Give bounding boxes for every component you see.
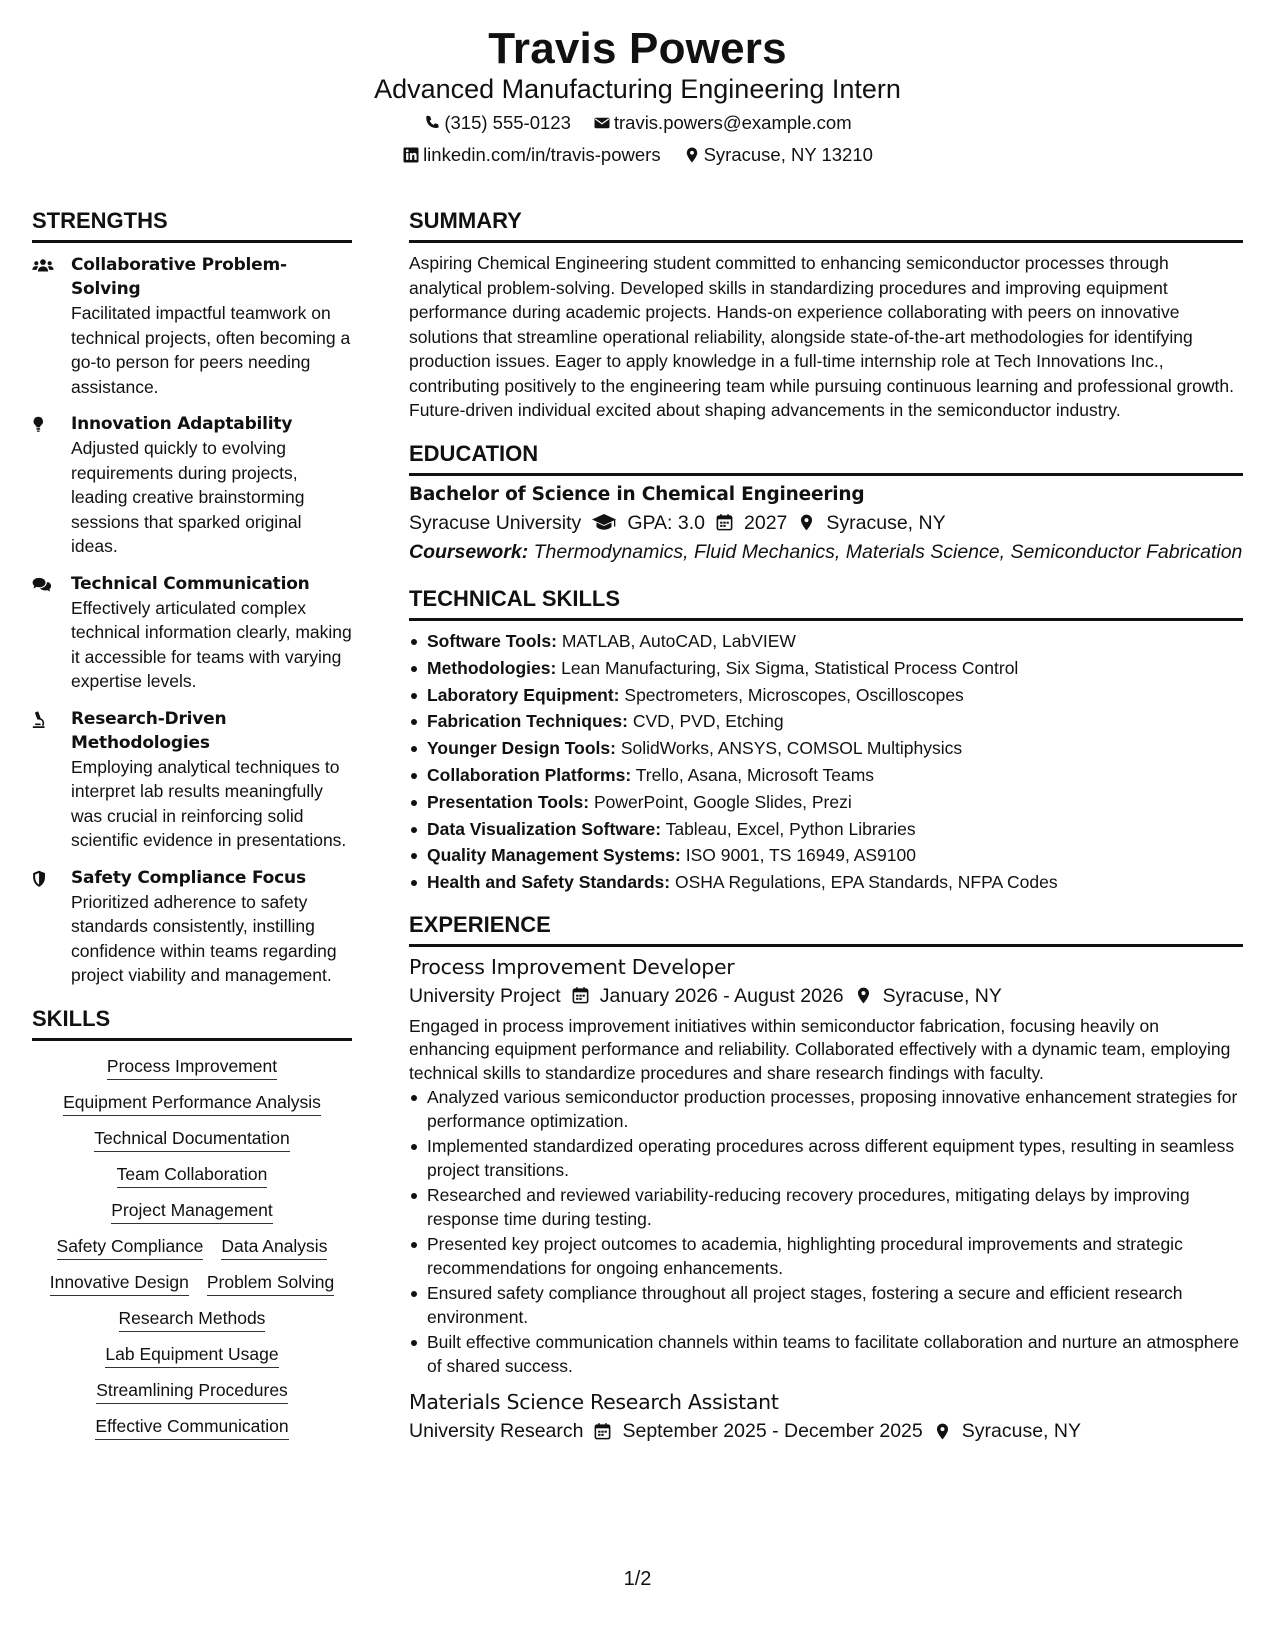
shield-icon (32, 866, 71, 988)
tech-skill-value: Spectrometers, Microscopes, Oscilloscopes (624, 684, 964, 705)
linkedin-contact[interactable] (402, 144, 661, 166)
strength-title: Safety Compliance Focus (71, 867, 306, 888)
tech-skill-value: Lean Manufacturing, Six Sigma, Statistical Process Control (561, 657, 1019, 678)
job-dates-item (593, 1416, 922, 1446)
job-dates: January 2026 - August 2026 (599, 984, 844, 1007)
job-dates: September 2025 - December 2025 (622, 1420, 923, 1443)
coursework-text: Thermodynamics, Fluid Mechanics, Materials Science, Semiconductor Fabrication (533, 540, 1243, 563)
right-column (409, 206, 1243, 1446)
resume-header (0, 22, 1275, 166)
job-description: Engaged in process improvement initiatives within semiconductor fabrication, focusing heavily on enhancing equipment performance and reliability. Collaborated effectively with a dynamic team, employing technical skills to standardize procedures and share research findings with faculty. (409, 1015, 1231, 1083)
linkedin-text: linkedin.com/in/travis-powers (423, 144, 661, 165)
coursework-label: Coursework: (409, 540, 529, 563)
education-section (409, 439, 1243, 565)
tech-skill-value: ISO 9001, TS 16949, AS9100 (685, 845, 916, 866)
skill-chip: Problem Solving (207, 1272, 334, 1296)
strength-desc: Adjusted quickly to evolving requirements during projects, leading creative brainstorming sessions that sparked original ideas. (71, 438, 305, 556)
tech-skill-label: Presentation Tools: (427, 791, 590, 812)
map-pin-icon (683, 146, 701, 164)
skills-heading: SKILLS (32, 1004, 352, 1041)
skill-row (32, 1271, 352, 1293)
tech-skill-label: Laboratory Equipment: (427, 684, 620, 705)
job-title: Process Improvement Developer (409, 954, 735, 979)
skill-row (32, 1055, 352, 1077)
users-icon (32, 253, 71, 399)
technical-skills-section (409, 584, 1243, 896)
location-contact (683, 144, 873, 166)
map-pin-icon (933, 1422, 952, 1441)
list-item (409, 708, 1243, 735)
year-text: 2027 (744, 511, 788, 534)
strength-title: Technical Communication (71, 573, 310, 594)
page-number: 1/2 (623, 1568, 652, 1590)
skill-row (32, 1091, 352, 1113)
candidate-name: Travis Powers (488, 24, 787, 73)
skill-chip: Innovative Design (50, 1272, 189, 1296)
tech-skill-label: Collaboration Platforms: (427, 764, 632, 785)
skill-chip: Data Analysis (221, 1236, 327, 1260)
tech-skill-label: Data Visualization Software: (427, 818, 662, 839)
summary-text: Aspiring Chemical Engineering student committed to enhancing semiconductor processes through analytical problem-solving. Developed skills in standardizing procedures and improving equipment performance during academic projects. Hands-on experience collaborating with peers on innovative solutions that streamline operational reliability, alongside state-of-the-art methodologies for identifying production issues. Eager to apply knowledge in a full-time internship role at Tech Innovations Inc., contributing positively to the engineering team while pursuing continuous learning and professional growth. Future-driven individual excited about shaping advancements in the semiconductor industry. (409, 253, 1234, 420)
list-item: Presented key project outcomes to academia, highlighting procedural improvements and strategic recommendations for ongoing enhancements. (409, 1233, 1243, 1280)
job-bullets (409, 1086, 1243, 1378)
calendar-icon (571, 986, 590, 1005)
tech-skill-value: Trello, Asana, Microsoft Teams (635, 764, 875, 785)
skill-chip: Streamlining Procedures (96, 1380, 288, 1404)
list-item: Implemented standardized operating procedures across different equipment types, resulting in seamless project transitions. (409, 1135, 1243, 1182)
job-location: Syracuse, NY (961, 1420, 1081, 1443)
job-dates-item (571, 981, 844, 1011)
job-entry (409, 1388, 1243, 1446)
experience-heading: EXPERIENCE (409, 910, 1243, 947)
strength-title: Collaborative Problem-Solving (71, 255, 287, 299)
tech-skill-label: Younger Design Tools: (427, 738, 616, 759)
strength-desc: Prioritized adherence to safety standards consistently, instilling confidence within teams regarding project viability and management. (71, 891, 337, 985)
job-location: Syracuse, NY (882, 984, 1002, 1007)
tech-skill-label: Methodologies: (427, 657, 557, 678)
strength-item (32, 572, 352, 694)
calendar-icon (593, 1422, 612, 1441)
skill-chip: Safety Compliance (57, 1236, 204, 1260)
microscope-icon (32, 707, 71, 853)
education-location-text: Syracuse, NY (826, 511, 946, 534)
skill-row (32, 1235, 352, 1257)
left-column (32, 206, 352, 1437)
lightbulb-icon (32, 412, 71, 559)
phone-text: (315) 555-0123 (444, 112, 571, 133)
coursework (409, 540, 1243, 565)
contact-row-1 (0, 112, 1275, 134)
skill-row (32, 1163, 352, 1185)
skill-chip: Process Improvement (107, 1056, 277, 1080)
skill-chip: Research Methods (119, 1308, 266, 1332)
skill-chip: Effective Communication (95, 1416, 288, 1440)
job-entry (409, 953, 1243, 1379)
contact-row-2 (0, 144, 1275, 166)
job-meta (409, 1416, 1243, 1446)
linkedin-icon (402, 146, 420, 164)
job-location-item (854, 981, 1002, 1011)
list-item (409, 628, 1243, 655)
job-org: University Project (409, 984, 561, 1007)
degree-title: Bachelor of Science in Chemical Engineering (409, 483, 865, 505)
tech-skill-value: Tableau, Excel, Python Libraries (665, 818, 916, 839)
tech-skill-label: Quality Management Systems: (427, 845, 681, 866)
strengths-list (32, 253, 352, 988)
map-pin-icon (854, 986, 873, 1005)
strength-title: Research-Driven Methodologies (71, 708, 227, 753)
skill-chip: Project Management (111, 1200, 272, 1224)
strength-item (32, 707, 352, 853)
job-meta (409, 981, 1243, 1011)
tech-skill-value: PowerPoint, Google Slides, Prezi (593, 791, 852, 812)
gpa-item (591, 508, 705, 538)
tech-skill-value: OSHA Regulations, EPA Standards, NFPA Codes (675, 872, 1058, 893)
list-item (409, 789, 1243, 816)
skill-row (32, 1307, 352, 1329)
strength-desc: Effectively articulated complex technical information clearly, making it accessible for teams with varying expertise levels. (71, 597, 352, 691)
tech-skill-value: MATLAB, AutoCAD, LabVIEW (561, 631, 796, 651)
education-meta (409, 508, 1243, 538)
list-item (409, 655, 1243, 682)
calendar-icon (715, 513, 734, 532)
list-item: Researched and reviewed variability-reducing recovery procedures, mitigating delays by improving response time during testing. (409, 1184, 1243, 1231)
skills-section (32, 1004, 352, 1437)
candidate-title: Advanced Manufacturing Engineering Intern (374, 74, 901, 104)
list-item (409, 682, 1243, 709)
education-heading: EDUCATION (409, 439, 1243, 476)
strength-item (32, 412, 352, 559)
technical-skills-list (409, 628, 1243, 896)
email-contact[interactable] (593, 112, 852, 134)
list-item (409, 816, 1243, 843)
tech-skill-label: Fabrication Techniques: (427, 711, 628, 732)
skill-row (32, 1379, 352, 1401)
list-item (409, 735, 1243, 762)
strengths-heading: STRENGTHS (32, 206, 352, 243)
education-location-item (797, 508, 945, 538)
phone-icon (423, 114, 441, 132)
skill-row (32, 1343, 352, 1365)
strength-title: Innovation Adaptability (71, 414, 293, 434)
skill-chip: Technical Documentation (94, 1128, 290, 1152)
skill-chip: Lab Equipment Usage (105, 1344, 278, 1368)
technical-skills-heading: TECHNICAL SKILLS (409, 584, 1243, 621)
strength-desc: Facilitated impactful teamwork on technical projects, often becoming a go-to person for peers needing assistance. (71, 303, 351, 397)
school-name: Syracuse University (409, 511, 582, 534)
skill-row (32, 1415, 352, 1437)
gpa-text: GPA: 3.0 (627, 511, 705, 534)
job-title: Materials Science Research Assistant (409, 1390, 779, 1415)
experience-section (409, 910, 1243, 1447)
job-org: University Research (409, 1420, 584, 1443)
comments-icon (32, 572, 71, 694)
list-item: Ensured safety compliance throughout all project stages, fostering a secure and efficient research environment. (409, 1282, 1243, 1329)
skill-chip: Equipment Performance Analysis (63, 1092, 321, 1116)
list-item: Analyzed various semiconductor production processes, proposing innovative enhancement strategies for performance optimization. (409, 1086, 1243, 1133)
email-text: travis.powers@example.com (613, 112, 852, 133)
tech-skill-label: Software Tools: (427, 631, 557, 651)
map-pin-icon (797, 513, 816, 532)
tech-skill-label: Health and Safety Standards: (427, 872, 671, 893)
strength-item (32, 253, 352, 399)
skill-chip: Team Collaboration (117, 1164, 268, 1188)
tech-skill-value: SolidWorks, ANSYS, COMSOL Multiphysics (620, 738, 963, 759)
list-item (409, 842, 1243, 869)
location-text: Syracuse, NY 13210 (703, 144, 873, 165)
tech-skill-value: CVD, PVD, Etching (632, 711, 784, 732)
year-item (715, 508, 787, 538)
skill-row (32, 1127, 352, 1149)
summary-heading: SUMMARY (409, 206, 1243, 243)
envelope-icon (593, 114, 611, 132)
skills-list (32, 1055, 352, 1437)
skill-row (32, 1199, 352, 1221)
strength-desc: Employing analytical techniques to interpret lab results meaningfully was crucial in reinforcing solid scientific evidence in presentations. (71, 756, 347, 850)
strength-item (32, 866, 352, 988)
phone-contact (423, 112, 571, 134)
job-location-item (933, 1416, 1081, 1446)
list-item (409, 869, 1243, 896)
list-item: Built effective communication channels within teams to facilitate collaboration and nurture an atmosphere of shared success. (409, 1331, 1243, 1378)
list-item (409, 762, 1243, 789)
graduation-cap-icon (591, 513, 617, 533)
